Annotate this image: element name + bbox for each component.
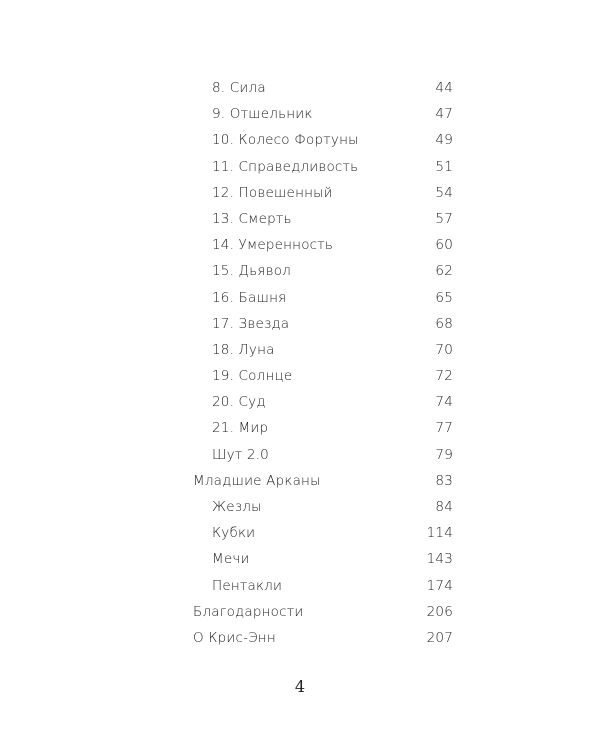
toc-entry-page: 74 [435,394,453,411]
toc-entry-title: Шут 2.0 [212,446,269,463]
toc-entry-page: 44 [435,80,453,96]
toc-entry [0,336,600,362]
toc-entry [0,493,600,519]
toc-entry-title: 9. Отшельник [212,106,313,123]
toc-entry [0,572,600,598]
toc-entry-page: 68 [435,315,453,332]
toc-entry-page: 79 [435,446,453,463]
toc-entry-title: 8. Сила [212,80,266,96]
toc-entry-title: 16. Башня [212,289,287,306]
toc-entry [0,100,600,126]
toc-entry-page: 83 [435,472,453,489]
toc-entry-title: 19. Солнце [212,368,293,385]
toc-entry [0,545,600,571]
toc-entry-page: 62 [435,263,453,280]
toc-entry-title: 17. Звезда [212,315,290,332]
toc-entry-title: Младшие Арканы [193,472,321,489]
toc-entry [0,414,600,440]
toc-entry-title: 14. Умеренность [212,237,334,254]
toc-entry-page: 174 [426,577,453,594]
toc-entry-page: 72 [435,368,453,385]
toc-entry [0,310,600,336]
toc-entry-title: 20. Суд [212,394,266,411]
toc-entry-page: 207 [426,629,453,646]
toc-entry-page: 54 [435,184,453,201]
toc-entry-title: 10. Колесо Фортуны [212,132,359,149]
toc-entry-page: 65 [435,289,453,306]
toc-entry-page: 49 [435,132,453,149]
toc-entry-page: 57 [435,210,453,227]
toc-entry-page: 143 [426,551,453,568]
toc-entry [0,519,600,545]
toc-entry-page: 206 [426,603,453,620]
toc-entry-page: 77 [435,420,453,437]
toc-entry [0,467,600,493]
toc-entry-title: 13. Смерть [212,210,292,227]
toc-entry [0,598,600,624]
toc-entry-title: Жезлы [212,499,262,515]
toc-entry [0,74,600,100]
toc-entry-title: Благодарности [193,603,304,620]
toc-entry [0,231,600,257]
toc-entry-title: Мечи [212,551,250,568]
toc-entry [0,205,600,231]
toc-entry-title: Кубки [212,525,256,542]
toc-entry-title: 11. Справедливость [212,158,359,175]
table-of-contents [0,74,600,650]
toc-entry [0,441,600,467]
toc-entry-page: 47 [435,106,453,123]
page-number: 4 [294,677,306,696]
toc-entry [0,126,600,152]
toc-entry [0,624,600,650]
toc-entry-page: 84 [435,499,453,515]
toc-entry-title: 15. Дьявол [212,263,291,280]
toc-entry-title: 12. Повешенный [212,184,333,201]
toc-entry-page: 60 [435,237,453,254]
toc-entry-page: 114 [426,525,453,542]
toc-entry-title: Пентакли [212,577,283,594]
toc-entry [0,284,600,310]
toc-entry-title: О Крис-Энн [193,629,276,646]
toc-entry-title: 18. Луна [212,341,275,358]
toc-entry [0,179,600,205]
toc-entry [0,388,600,414]
toc-entry-page: 70 [435,341,453,358]
toc-entry-title: 21. Мир [212,420,269,437]
toc-entry [0,153,600,179]
toc-entry-page: 51 [435,158,453,175]
toc-entry [0,362,600,388]
toc-entry [0,257,600,283]
